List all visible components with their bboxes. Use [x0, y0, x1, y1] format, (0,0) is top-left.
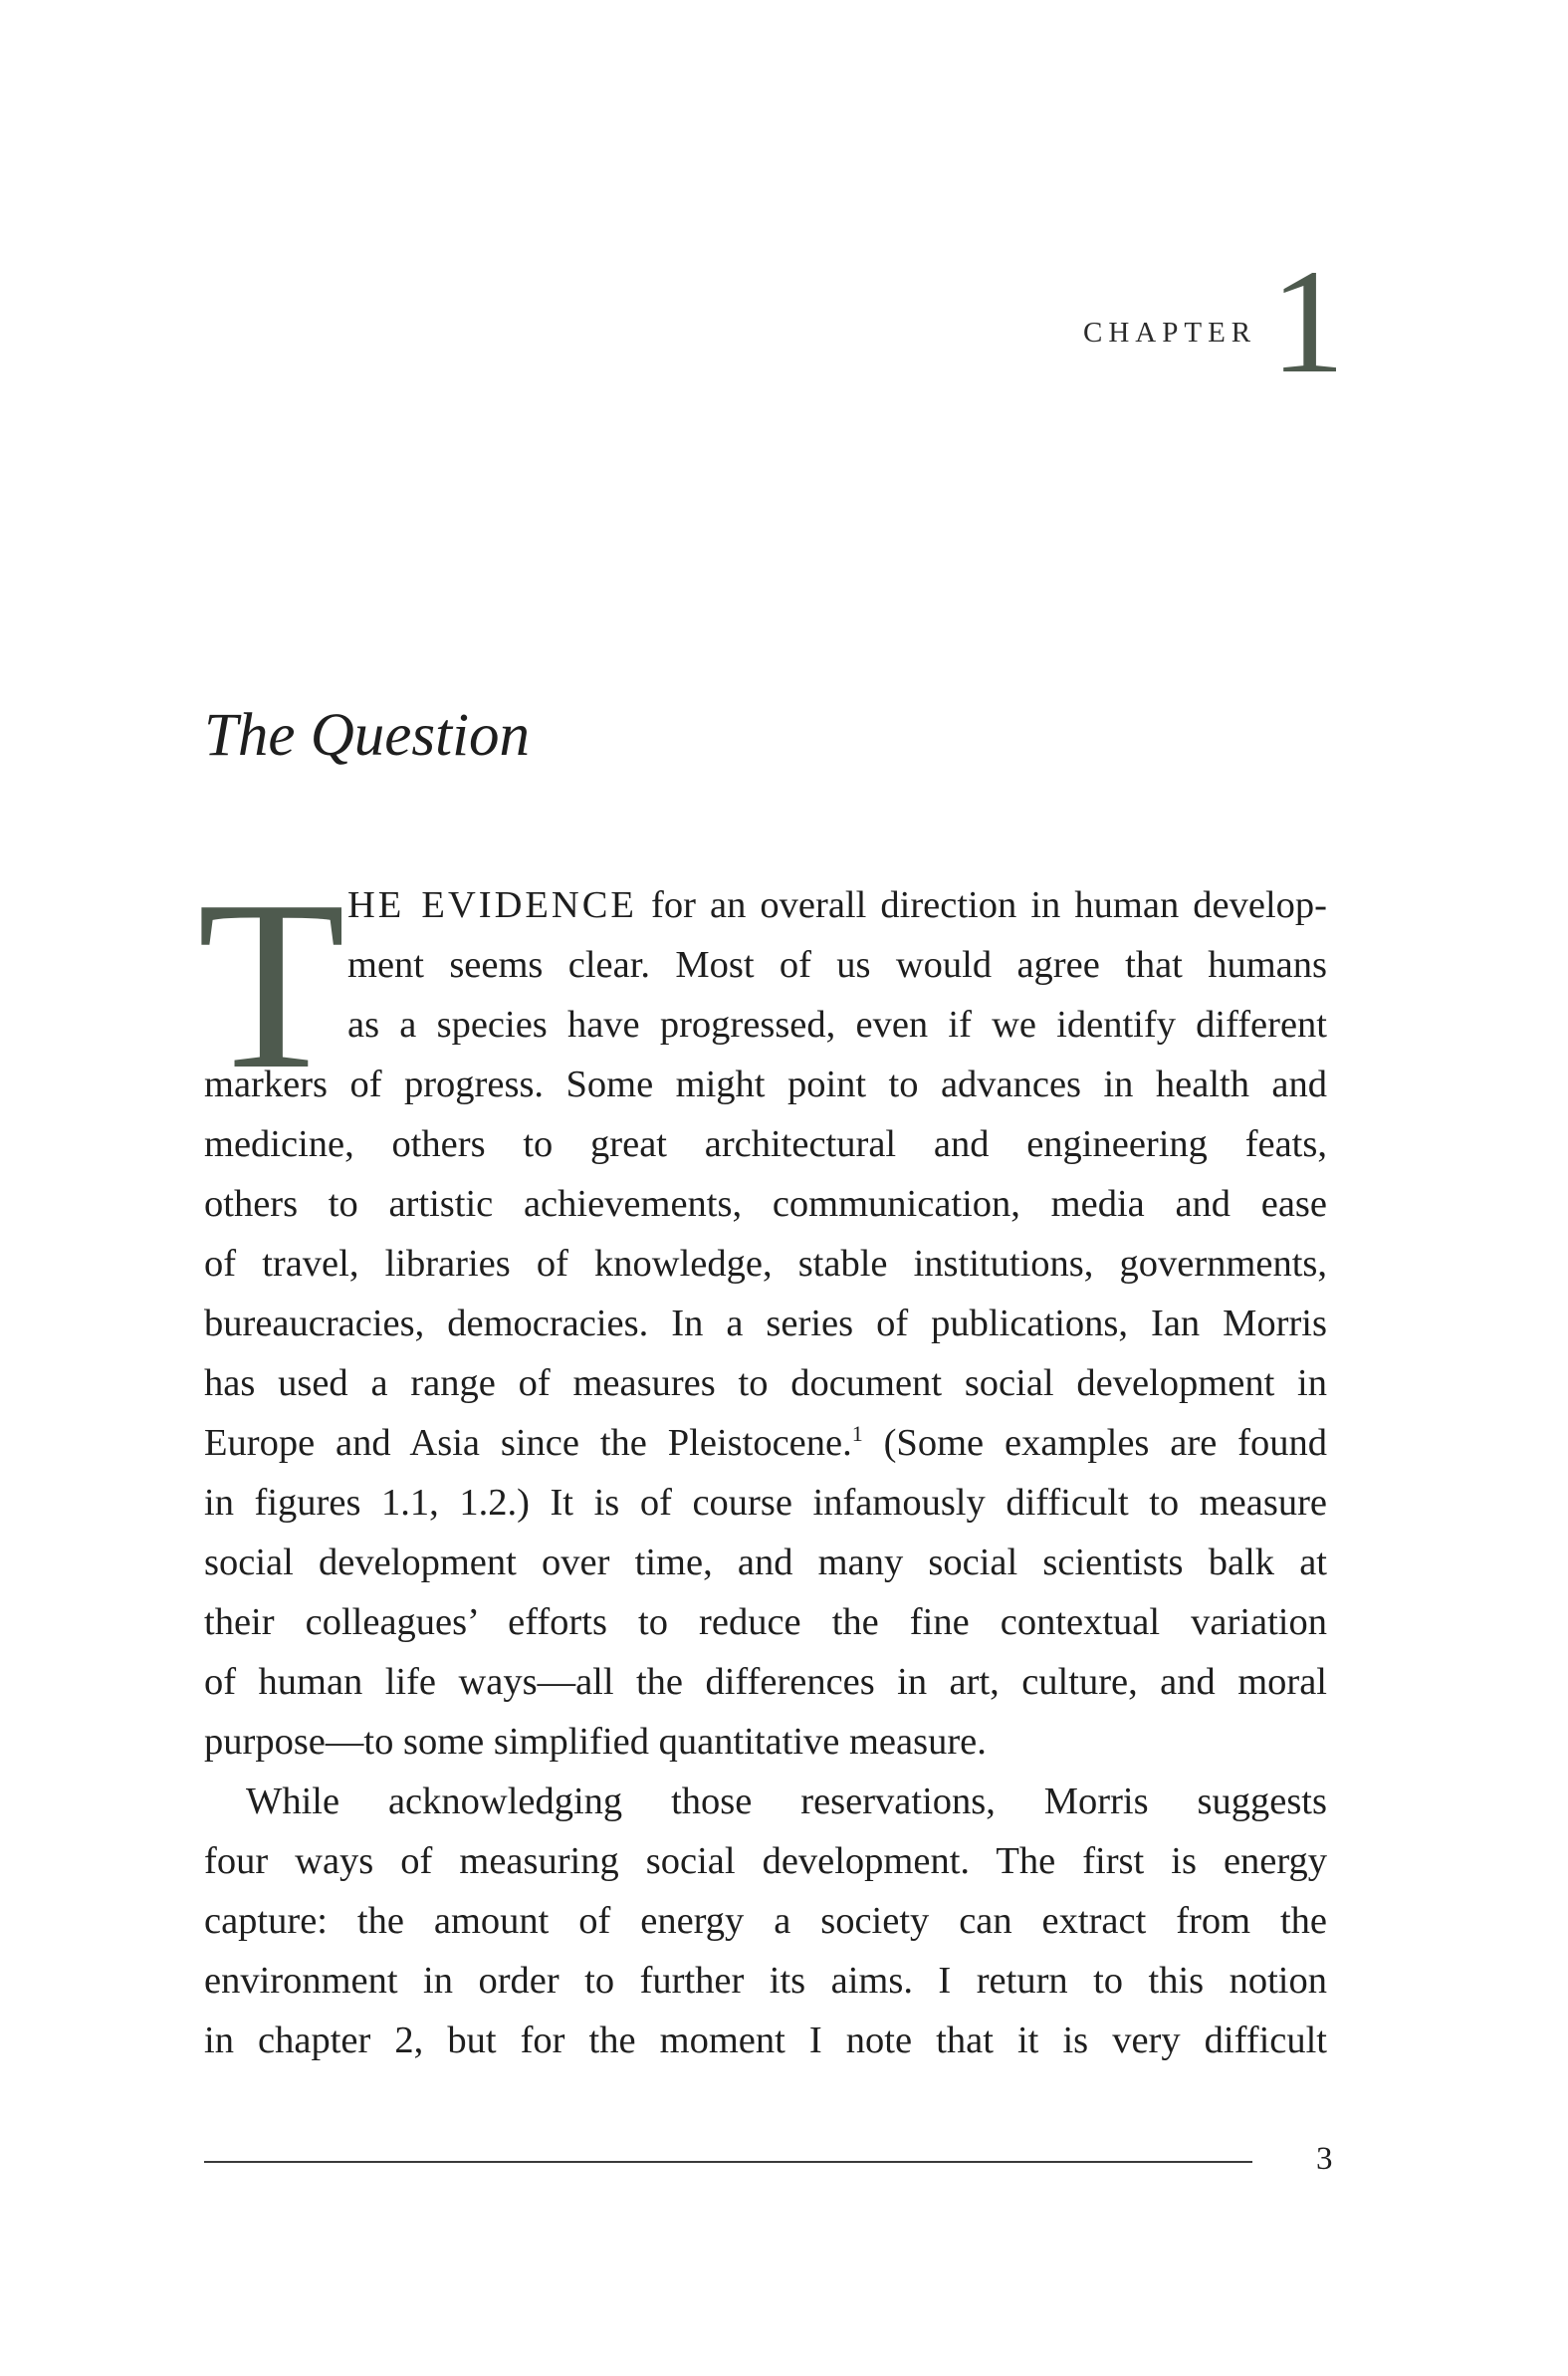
lead-in-smallcaps: HE EVIDENCE — [347, 884, 637, 926]
text-line: their colleagues’ efforts to reduce the fine contextual variation — [204, 1601, 1327, 1643]
chapter-label: CHAPTER — [1083, 317, 1257, 349]
text-line: purpose—to some simplified quantitative measure. — [204, 1721, 987, 1763]
text-line — [204, 1421, 1327, 1465]
chapter-title: The Question — [204, 702, 531, 769]
text-line — [347, 883, 1327, 927]
footnote-ref[interactable]: 1 — [851, 1421, 863, 1447]
text-line: environment in order to further its aims. I return to this notion — [204, 1960, 1327, 2002]
page-number: 3 — [1316, 2141, 1333, 2177]
text-line: as a species have progressed, even if we identify different — [347, 1004, 1327, 1046]
text-line: ment seems clear. Most of us would agree that humans — [347, 944, 1327, 986]
text-line: social development over time, and many social scientists balk at — [204, 1542, 1327, 1583]
line-text: (Some examples are found — [862, 1422, 1327, 1464]
chapter-number: 1 — [1270, 239, 1345, 404]
text-line: in chapter 2, but for the moment I note that it is very difficult — [204, 2020, 1327, 2061]
text-line: medicine, others to great architectural and engineering feats, — [204, 1123, 1327, 1165]
drop-cap: T — [197, 850, 346, 1119]
text-line: of travel, libraries of knowledge, stable institutions, governments, — [204, 1243, 1327, 1285]
text-line: others to artistic achievements, communication, media and ease — [204, 1183, 1327, 1225]
text-line: has used a range of measures to document social development in — [204, 1362, 1327, 1404]
line-text: for an overall direction in human develop- — [636, 884, 1327, 926]
text-line: While acknowledging those reservations, Morris suggests — [246, 1781, 1327, 1822]
line-text: Europe and Asia since the Pleistocene. — [204, 1422, 852, 1464]
text-line: markers of progress. Some might point to advances in health and — [204, 1064, 1327, 1105]
footer-rule — [204, 2161, 1252, 2163]
text-line: of human life ways—all the differences in art, culture, and moral — [204, 1661, 1327, 1703]
text-line: in figures 1.1, 1.2.) It is of course infamously difficult to measure — [204, 1482, 1327, 1524]
text-line: capture: the amount of energy a society can extract from the — [204, 1900, 1327, 1942]
text-line: bureaucracies, democracies. In a series of publications, Ian Morris — [204, 1303, 1327, 1344]
text-line: four ways of measuring social development. The first is energy — [204, 1840, 1327, 1882]
